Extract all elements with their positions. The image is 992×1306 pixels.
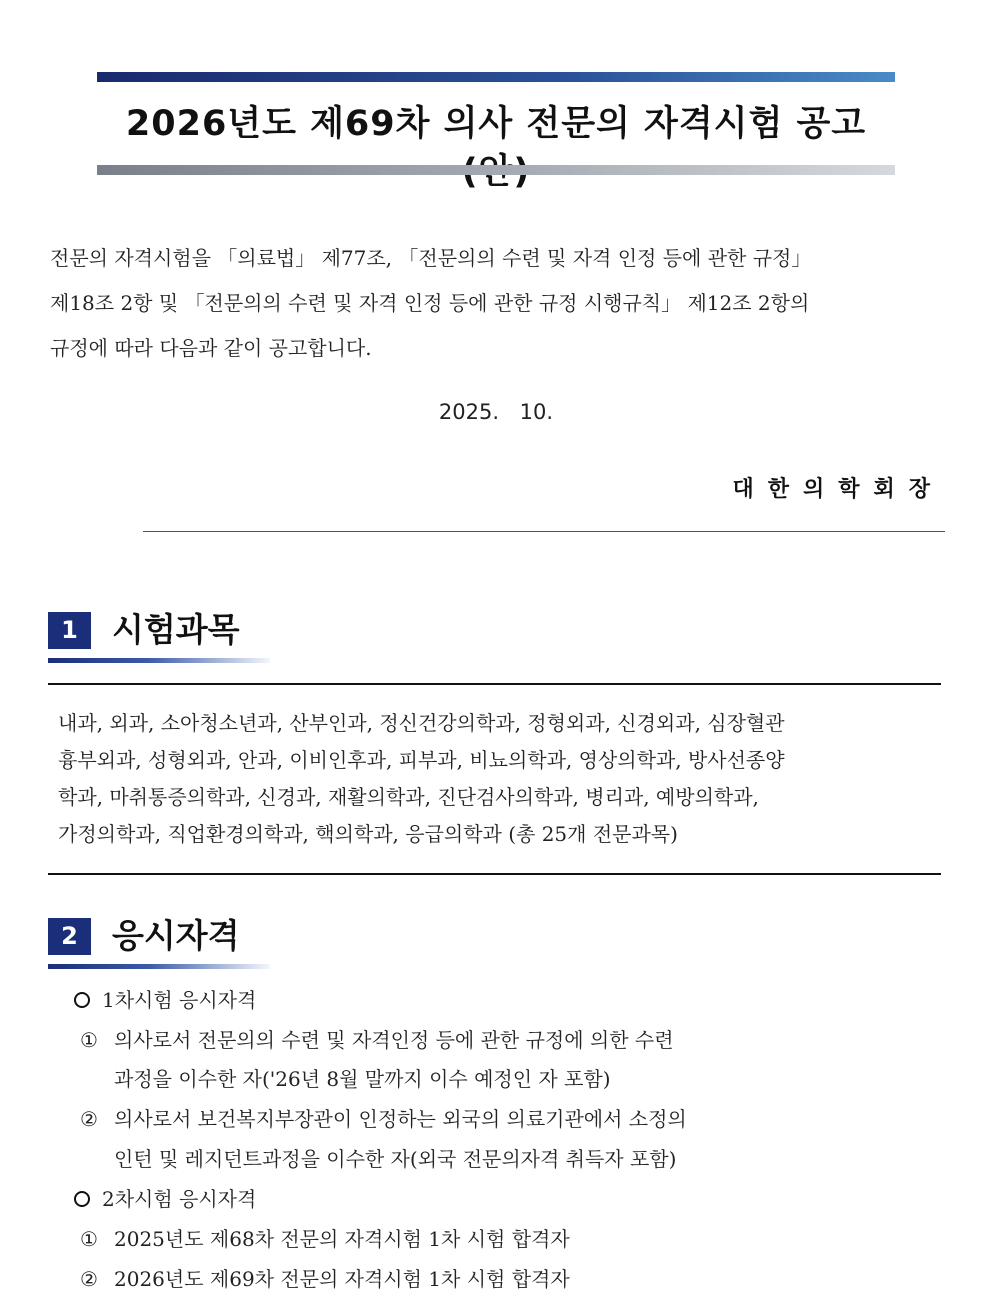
section-title: 응시자격 (112, 916, 240, 955)
issuer-divider (143, 531, 945, 532)
document-title: 2026년도 제69차 의사 전문의 자격시험 공고 (125, 104, 867, 144)
section-1-heading (48, 604, 288, 664)
subjects-line: 가정의학과, 직업환경의학과, 핵의학과, 응급의학과 (총 25개 전문과목) (58, 822, 678, 846)
circled-number: ② (80, 1267, 98, 1291)
circled-number: ① (80, 1227, 98, 1251)
subjects-line: 학과, 마취통증의학과, 신경과, 재활의학과, 진단검사의학과, 병리과, 예방의학과, (58, 785, 759, 809)
second-exam-heading (74, 1184, 256, 1214)
first-exam-heading-text: 1차시험 응시자격 (102, 988, 257, 1012)
list-item (80, 1224, 570, 1254)
exam-subjects-list (58, 705, 943, 853)
title-top-bar (97, 72, 895, 82)
subjects-line: 흉부외과, 성형외과, 안과, 이비인후과, 피부과, 비뇨의학과, 영상의학과, 방사선종양 (58, 748, 785, 772)
circle-bullet-icon (74, 992, 90, 1008)
circled-number: ① (80, 1028, 98, 1052)
intro-line: 규정에 따라 다음과 같이 공고합니다. (50, 336, 372, 360)
circle-bullet-icon (74, 1191, 90, 1207)
section-number-badge: 1 (48, 612, 91, 649)
list-item (80, 1104, 687, 1134)
intro-line: 제18조 2항 및 「전문의의 수련 및 자격 인정 등에 관한 규정 시행규칙」 제12조 2항의 (50, 291, 810, 315)
list-item (80, 1025, 674, 1055)
list-item-text: 의사로서 보건복지부장관이 인정하는 외국의 의료기관에서 소정의 (114, 1107, 687, 1131)
list-item-continuation: 과정을 이수한 자('26년 8월 말까지 이수 예정인 자 포함) (114, 1067, 611, 1091)
first-exam-heading (74, 985, 256, 1015)
issuer-name: 대한의학회장 (732, 477, 944, 502)
list-item-continuation: 인턴 및 레지던트과정을 이수한 자(외국 전문의자격 취득자 포함) (114, 1147, 677, 1171)
second-exam-heading-text: 2차시험 응시자격 (102, 1187, 257, 1211)
section-title: 시험과목 (112, 610, 240, 649)
list-item-text: 의사로서 전문의의 수련 및 자격인정 등에 관한 규정에 의한 수련 (114, 1028, 674, 1052)
section-2-heading (48, 910, 288, 970)
section-underline (48, 964, 270, 969)
intro-line: 전문의 자격시험을 「의료법」 제77조, 「전문의의 수련 및 자격 인정 등에 관한 규정」 (50, 246, 812, 270)
list-item (80, 1264, 570, 1294)
section-underline (48, 658, 270, 663)
section-number-badge: 2 (48, 918, 91, 955)
section-1-top-rule (48, 683, 941, 685)
intro-paragraph (50, 236, 930, 371)
notice-date: 2025. 10. (438, 400, 554, 424)
title-bottom-bar (97, 165, 895, 175)
section-1-bottom-rule (48, 873, 941, 875)
subjects-line: 내과, 외과, 소아청소년과, 산부인과, 정신건강의학과, 정형외과, 신경외과, 심장혈관 (58, 711, 785, 735)
list-item-text: 2026년도 제69차 전문의 자격시험 1차 시험 합격자 (114, 1267, 570, 1291)
circled-number: ② (80, 1107, 98, 1131)
list-item-text: 2025년도 제68차 전문의 자격시험 1차 시험 합격자 (114, 1227, 570, 1251)
